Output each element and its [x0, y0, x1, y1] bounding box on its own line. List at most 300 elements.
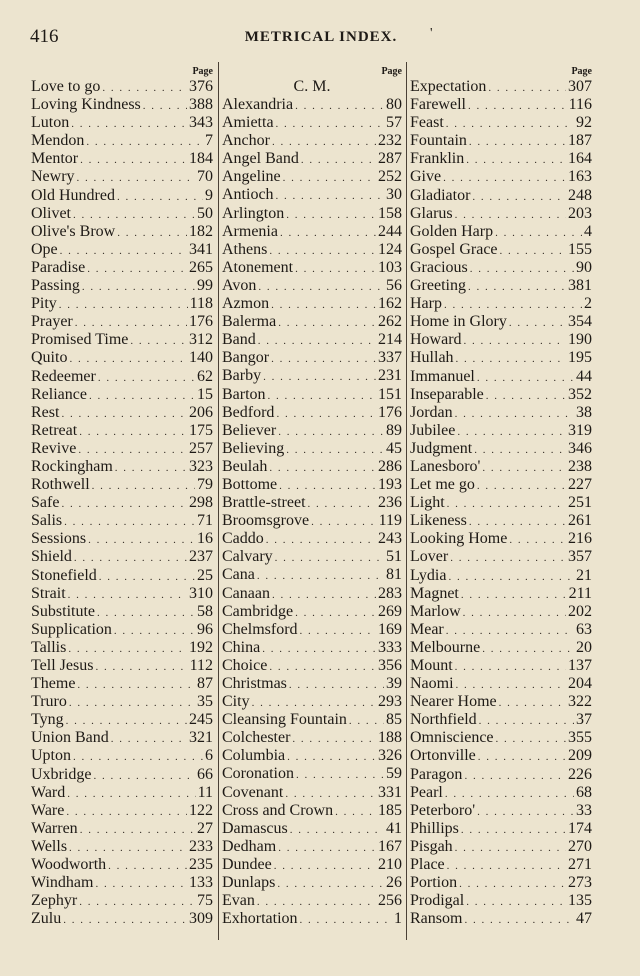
page-reference: 176 — [189, 313, 213, 331]
index-entry — [222, 530, 402, 548]
index-entry — [31, 820, 213, 838]
tune-name: Gladiator — [410, 186, 471, 204]
dot-leader — [287, 748, 376, 766]
tune-name: Anchor — [222, 132, 270, 150]
dot-leader — [463, 604, 566, 622]
dot-leader — [477, 477, 566, 495]
page-reference: 163 — [568, 168, 592, 186]
dot-leader — [472, 188, 566, 206]
page-reference: 252 — [378, 168, 402, 186]
dot-leader — [275, 549, 384, 567]
tune-name: Light — [410, 494, 445, 512]
dot-leader — [271, 350, 376, 368]
page-reference: 71 — [197, 512, 213, 530]
page-reference: 57 — [386, 114, 402, 132]
tune-name: Pearl — [410, 783, 443, 801]
index-entry — [222, 331, 402, 349]
dot-leader — [456, 350, 566, 368]
dot-leader — [95, 658, 187, 676]
index-entry — [31, 585, 213, 603]
dot-leader — [479, 712, 574, 730]
tune-name: Howard — [410, 331, 462, 349]
tune-name: Upton — [31, 747, 71, 765]
tune-name: Melbourne — [410, 638, 481, 656]
page-reference: 322 — [568, 693, 592, 711]
dot-leader — [117, 224, 187, 242]
index-entry — [410, 747, 592, 765]
index-entry — [410, 187, 592, 205]
tune-name: Looking Home — [410, 530, 508, 548]
tune-name: Tell Jesus — [31, 657, 94, 674]
index-entry — [222, 186, 402, 204]
dot-leader — [268, 387, 376, 405]
index-entry — [410, 657, 592, 675]
page-reference: 27 — [197, 819, 213, 837]
index-columns — [28, 62, 594, 940]
tune-name: Inseparable — [410, 385, 484, 403]
page-reference: 96 — [197, 620, 213, 638]
tune-name: Jordan — [410, 403, 453, 421]
index-entry — [222, 404, 402, 422]
page-reference: 243 — [378, 530, 402, 548]
index-entry — [222, 548, 402, 566]
index-entry — [222, 440, 402, 458]
page-reference: 39 — [386, 675, 402, 692]
page-reference: 283 — [378, 584, 402, 602]
dot-leader — [74, 549, 187, 567]
index-entry — [31, 96, 213, 114]
dot-leader — [77, 169, 195, 187]
dot-leader — [68, 640, 187, 658]
page-reference: 210 — [378, 855, 402, 873]
tune-name: Supplication — [31, 620, 112, 638]
page-reference: 79 — [197, 476, 213, 494]
index-entry — [222, 205, 402, 223]
entry-list — [31, 78, 213, 928]
page-reference: 63 — [576, 620, 592, 638]
tune-name: Beulah — [222, 457, 268, 475]
dot-leader — [447, 495, 566, 513]
dot-leader — [300, 911, 392, 929]
dot-leader — [68, 586, 187, 604]
index-entry — [31, 892, 213, 910]
tune-name: Windham — [31, 874, 94, 892]
index-entry — [31, 530, 213, 548]
tune-name: Gracious — [410, 258, 468, 276]
index-entry — [31, 132, 213, 150]
index-entry — [410, 494, 592, 512]
dot-leader — [446, 622, 574, 640]
tune-name: Olivet — [31, 204, 71, 222]
index-entry — [222, 585, 402, 603]
index-entry — [410, 205, 592, 223]
page-reference: 204 — [568, 675, 592, 693]
tune-name: Passing — [31, 277, 80, 295]
index-entry — [222, 386, 402, 404]
page-reference: 68 — [576, 783, 592, 801]
index-entry — [222, 639, 402, 657]
page-reference: 9 — [205, 186, 213, 204]
tune-name: Paradise — [31, 258, 86, 276]
page-reference: 271 — [568, 856, 592, 874]
dot-leader — [263, 368, 376, 386]
page-reference: 187 — [568, 132, 592, 150]
page-reference: 38 — [576, 403, 592, 421]
dot-leader — [272, 133, 376, 151]
index-entry — [31, 675, 213, 693]
index-entry — [222, 657, 402, 675]
dot-leader — [286, 206, 376, 224]
index-entry — [410, 295, 592, 313]
page-reference: 195 — [568, 349, 592, 367]
dot-leader — [77, 676, 195, 694]
index-entry — [31, 729, 213, 747]
dot-leader — [448, 568, 574, 586]
index-entry — [31, 422, 213, 440]
index-entry — [410, 675, 592, 693]
tune-name: Gospel Grace — [410, 240, 498, 258]
dot-leader — [455, 405, 574, 423]
tune-name: Amietta — [222, 114, 274, 132]
page-reference: 193 — [378, 475, 402, 493]
page-reference: 135 — [568, 892, 592, 910]
page-reference: 182 — [189, 222, 213, 240]
dot-leader — [92, 477, 195, 495]
tune-name: Covenant — [222, 783, 284, 801]
page-reference: 381 — [568, 277, 592, 295]
dot-leader — [474, 441, 566, 459]
tune-name: Golden Harp — [410, 222, 494, 240]
dot-leader — [87, 260, 187, 278]
page-reference: 25 — [197, 566, 213, 584]
page-reference: 89 — [386, 421, 402, 439]
dot-leader — [456, 676, 566, 694]
tune-name: Broomsgrove — [222, 512, 310, 530]
page-reference: 357 — [568, 548, 592, 566]
tune-name: Theme — [31, 675, 76, 693]
tune-name: Alexandria — [222, 96, 294, 113]
dot-leader — [262, 640, 376, 658]
page-reference: 151 — [378, 385, 402, 403]
tune-name: Damascus — [222, 819, 288, 837]
page-reference: 169 — [378, 620, 402, 638]
index-entry — [410, 422, 592, 440]
page-reference: 80 — [386, 96, 402, 113]
dot-leader — [450, 549, 566, 567]
page-reference: 287 — [378, 150, 402, 168]
page-reference: 4 — [584, 222, 592, 240]
page-reference: 50 — [197, 204, 213, 222]
dot-leader — [117, 188, 203, 206]
dot-leader — [115, 459, 187, 477]
meter-heading: C. M. — [293, 78, 331, 95]
page-reference: 323 — [189, 457, 213, 475]
index-entry — [222, 241, 402, 259]
index-entry — [410, 132, 592, 150]
page-reference: 262 — [378, 313, 402, 331]
page-reference: 286 — [378, 457, 402, 475]
index-entry — [31, 440, 213, 458]
index-entry — [222, 765, 402, 783]
dot-leader — [269, 658, 376, 676]
page-reference: 352 — [568, 385, 592, 403]
tune-name: Prodigal — [410, 892, 465, 910]
dot-leader — [66, 712, 187, 730]
dot-leader — [73, 206, 195, 224]
index-entry — [222, 476, 402, 494]
dot-leader — [258, 278, 384, 296]
index-entry — [410, 368, 592, 386]
tune-name: Safe — [31, 494, 60, 512]
page-reference: 185 — [378, 801, 402, 819]
dot-leader — [274, 857, 376, 875]
tune-name: Naomi — [410, 675, 454, 693]
page-reference: 251 — [568, 494, 592, 512]
index-entry — [31, 476, 213, 494]
tune-name: Believer — [222, 421, 277, 439]
index-entry — [222, 838, 402, 856]
dot-leader — [258, 332, 376, 350]
dot-leader — [80, 821, 195, 839]
dot-leader — [477, 369, 574, 387]
dot-leader — [455, 658, 566, 676]
page-reference: 298 — [189, 494, 213, 512]
dot-leader — [98, 369, 195, 387]
index-entry — [31, 313, 213, 331]
dot-leader — [279, 477, 376, 495]
tune-name: Franklin — [410, 150, 465, 168]
page-reference: 11 — [197, 783, 213, 801]
page-reference: 211 — [568, 584, 592, 602]
index-entry — [222, 295, 402, 313]
tune-name: Choice — [222, 656, 268, 674]
dot-leader — [257, 893, 376, 911]
tune-name: Dunlaps — [222, 874, 276, 892]
tune-name: Stonefield — [31, 566, 97, 584]
page-reference: 103 — [378, 258, 402, 276]
dot-leader — [446, 115, 574, 133]
dot-leader — [311, 513, 376, 531]
index-entry — [410, 874, 592, 892]
tune-name: Barby — [222, 367, 262, 385]
index-entry — [222, 603, 402, 621]
page-reference: 70 — [197, 168, 213, 186]
page-reference: 346 — [568, 439, 592, 457]
dot-leader — [78, 441, 187, 459]
index-entry — [31, 114, 213, 132]
index-entry — [410, 349, 592, 367]
index-entry — [31, 295, 213, 313]
dot-leader — [455, 206, 566, 224]
page-reference: 216 — [568, 530, 592, 548]
dot-leader — [75, 314, 187, 332]
index-entry — [222, 566, 402, 584]
page-reference: 6 — [205, 747, 213, 765]
index-entry — [222, 820, 402, 838]
tune-name: Tyng — [31, 711, 64, 729]
index-entry — [410, 838, 592, 856]
page-reference: 236 — [378, 494, 402, 512]
index-entry — [222, 711, 402, 729]
tune-name: Let me go — [410, 476, 475, 494]
index-entry — [410, 331, 592, 349]
index-entry — [31, 349, 213, 367]
tune-name: Mendon — [31, 132, 85, 150]
index-entry — [222, 367, 402, 385]
tune-name: Rest — [31, 403, 60, 421]
dot-leader — [469, 133, 566, 151]
index-entry — [410, 223, 592, 241]
tune-name: Ward — [31, 783, 66, 801]
dot-leader — [443, 169, 566, 187]
dot-leader — [499, 694, 566, 712]
dot-leader — [280, 224, 376, 242]
dot-leader — [97, 604, 195, 622]
tune-name: Love to go — [31, 78, 101, 95]
index-entry — [410, 711, 592, 729]
page-reference: 337 — [378, 349, 402, 367]
page-label: Page — [571, 66, 592, 77]
dot-leader — [301, 151, 376, 169]
page-reference: 192 — [189, 638, 213, 656]
tune-name: Hullah — [410, 349, 454, 367]
dot-leader — [79, 893, 195, 911]
index-entry — [410, 802, 592, 820]
page-reference: 174 — [568, 819, 592, 837]
page-reference: 162 — [378, 295, 402, 313]
dot-leader — [295, 604, 376, 622]
tune-name: Exhortation — [222, 910, 298, 928]
page-reference: 232 — [378, 132, 402, 150]
tune-name: Mear — [410, 620, 444, 638]
index-entry — [222, 910, 402, 928]
index-column-3 — [406, 62, 595, 940]
index-entry — [410, 404, 592, 422]
index-entry — [222, 458, 402, 476]
page-reference: 319 — [568, 421, 592, 439]
dot-leader — [143, 97, 187, 115]
page-reference: 58 — [197, 602, 213, 620]
tune-name: Feast — [410, 114, 444, 132]
tune-name: Pity — [31, 295, 57, 313]
index-entry — [410, 820, 592, 838]
index-entry — [222, 512, 402, 530]
dot-leader — [79, 423, 187, 441]
tune-name: Woodworth — [31, 856, 107, 874]
tune-name: Mentor — [31, 150, 79, 168]
tune-name: Armenia — [222, 222, 278, 240]
page-reference: 270 — [568, 837, 592, 855]
dot-leader — [295, 97, 384, 115]
index-entry — [31, 150, 213, 168]
index-entry — [222, 494, 402, 512]
index-entry — [31, 368, 213, 386]
dot-leader — [278, 839, 376, 857]
tune-name: Union Band — [31, 729, 109, 747]
tune-name: Truro — [31, 693, 67, 711]
index-entry — [410, 530, 592, 548]
header-mark: ' — [430, 26, 433, 41]
dot-leader — [482, 640, 574, 658]
page-reference: 30 — [386, 186, 402, 204]
page-reference: 227 — [568, 476, 592, 494]
tune-name: Lanesboro' — [410, 457, 481, 475]
index-entry — [31, 766, 213, 784]
tune-name: Olive's Brow — [31, 222, 116, 240]
dot-leader — [461, 821, 566, 839]
tune-name: Angeline — [222, 168, 281, 186]
tune-name: Athens — [222, 240, 268, 258]
index-entry — [31, 910, 213, 928]
index-entry — [410, 585, 592, 603]
dot-leader — [95, 875, 187, 893]
page-reference: 118 — [189, 295, 213, 313]
index-entry — [31, 838, 213, 856]
page-header — [30, 26, 612, 52]
dot-leader — [349, 712, 384, 730]
dot-leader — [69, 350, 187, 368]
dot-leader — [60, 242, 187, 260]
index-entry — [410, 548, 592, 566]
page-reference: 7 — [205, 132, 213, 150]
page-reference: 140 — [189, 349, 213, 367]
dot-leader — [61, 405, 187, 423]
tune-name: Evan — [222, 892, 255, 910]
dot-leader — [459, 875, 566, 893]
index-entry — [31, 657, 213, 675]
page-reference: 155 — [568, 240, 592, 258]
page-reference: 47 — [576, 910, 592, 928]
page-reference: 188 — [378, 729, 402, 747]
index-entry — [31, 567, 213, 585]
tune-name: Marlow — [410, 602, 461, 620]
page-reference: 116 — [568, 96, 592, 114]
tune-name: Dundee — [222, 855, 272, 873]
index-entry — [410, 729, 592, 747]
tune-name: Antioch — [222, 186, 274, 204]
dot-leader — [295, 260, 376, 278]
page-reference: 231 — [378, 367, 402, 385]
page-reference: 1 — [394, 910, 402, 928]
index-entry — [410, 693, 592, 711]
index-entry — [410, 639, 592, 657]
tune-name: Place — [410, 856, 445, 874]
dot-leader — [86, 133, 203, 151]
dot-leader — [257, 567, 384, 585]
tune-name: Caddo — [222, 530, 264, 548]
tune-name: Loving Kindness — [31, 96, 141, 114]
page-reference: 41 — [386, 819, 402, 837]
page-reference: 326 — [378, 747, 402, 765]
index-entry — [410, 150, 592, 168]
dot-leader — [276, 187, 384, 205]
tune-name: Mount — [410, 657, 453, 674]
index-entry — [410, 458, 592, 476]
index-entry — [222, 892, 402, 910]
tune-name: Zulu — [31, 910, 62, 928]
index-entry — [222, 729, 402, 747]
dot-leader — [73, 748, 203, 766]
entry-list — [222, 96, 402, 928]
dot-leader — [99, 568, 195, 586]
index-entry — [222, 675, 402, 693]
tune-name: Phillips — [410, 819, 459, 837]
tune-name: Immanuel — [410, 367, 475, 385]
index-entry — [31, 802, 213, 820]
index-entry — [410, 96, 592, 114]
page-reference: 137 — [568, 657, 592, 674]
tune-name: Warren — [31, 819, 78, 837]
